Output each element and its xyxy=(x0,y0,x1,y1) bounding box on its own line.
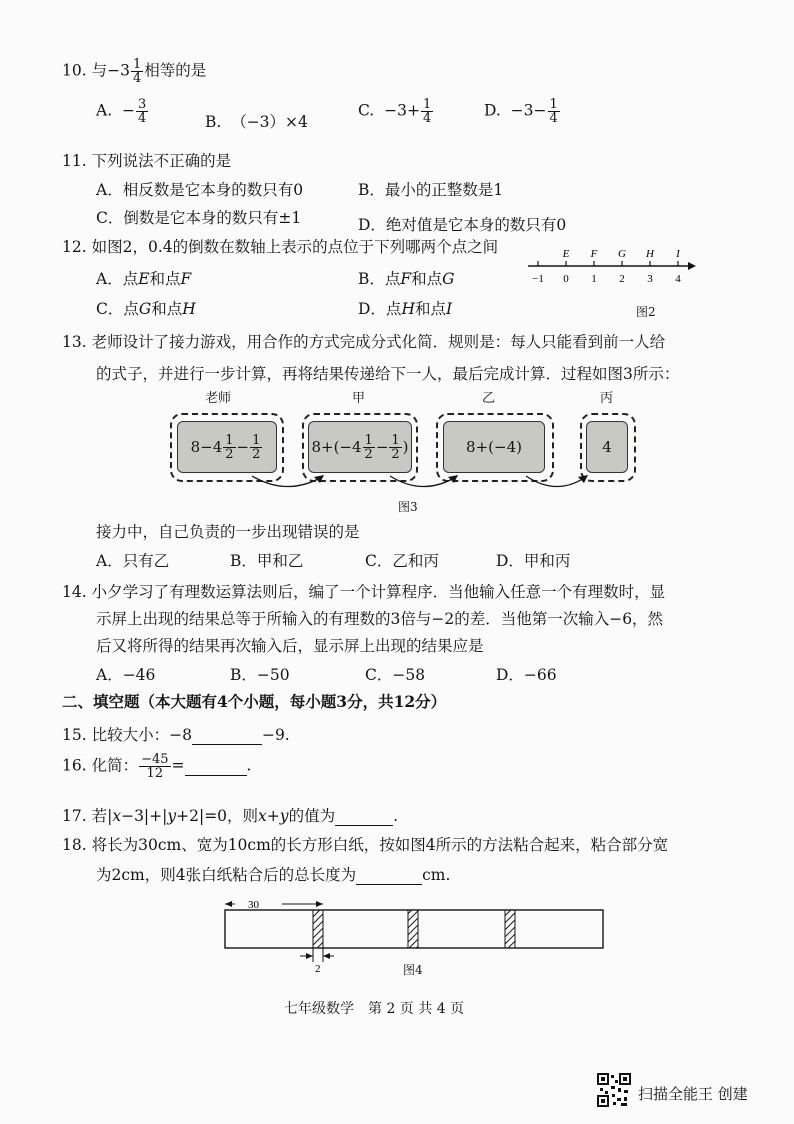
q11-option-d: D．绝对值是它本身的数只有0 xyxy=(358,216,567,234)
q12-option-b: B．点F和点G xyxy=(358,270,455,288)
q10-option-d: D. −3− $\frac{1}{4}$ xyxy=(484,97,558,126)
dim30-arrow-left xyxy=(225,901,232,907)
q14-line3: 后又将所得的结果再次输入后，显示屏上出现的结果应是 xyxy=(96,637,484,655)
teacher-expression: 8−4 $\frac{1}{2}$ − $\frac{1}{2}$ xyxy=(177,421,277,473)
q10-option-c: C. −3+ $\frac{1}{4}$ xyxy=(358,97,432,126)
q12-option-a: A．点E和点F xyxy=(96,270,192,288)
q13-stem-line1: 13. 老师设计了接力游戏，用合作的方式完成分式化简．规则是：每人只能看到前一人给 xyxy=(62,333,666,351)
arrow-teacher-to-jia xyxy=(252,476,320,487)
q10-option-a: A. − $\frac{3}{4}$ xyxy=(96,97,147,126)
q18-line1: 18. 将长为30cm、宽为10cm的长方形白纸，按如图4所示的方法粘合起来，粘合部分宽 xyxy=(62,836,669,854)
q14-option-d: D．−66 xyxy=(496,666,557,684)
role-yi: 乙 xyxy=(482,391,496,406)
figure4-caption: 图4 xyxy=(403,963,423,977)
q16-answer-blank[interactable] xyxy=(185,757,247,776)
dim2-arrow-right xyxy=(323,953,330,959)
dim2-arrow-left xyxy=(306,953,313,959)
q13-option-c: C．乙和丙 xyxy=(365,552,439,570)
q12-stem: 12. 如图2，0.4的倒数在数轴上表示的点位于下列哪两个点之间 xyxy=(62,238,499,256)
role-bing: 丙 xyxy=(600,391,614,406)
tick-label-4: 4 xyxy=(675,273,681,285)
q14-line1: 14. 小夕学习了有理数运算法则后，编了一个计算程序．当他输入任意一个有理数时，显 xyxy=(62,583,666,601)
number-line-arrow xyxy=(688,262,696,270)
jia-expression: 8+(−4 $\frac{1}{2}$ − $\frac{1}{2}$ ) xyxy=(308,421,412,473)
q18-line2: 为2cm，则4张白纸粘合后的总长度为 cm. xyxy=(96,866,451,884)
dim-30-label: 30 xyxy=(248,899,259,911)
qr-code-icon xyxy=(596,1072,632,1108)
q13-stem-line2: 的式子，并进行一步计算，再将结果传递给下一人，最后完成计算．过程如图3所示： xyxy=(96,365,680,383)
q13-option-a: A．只有乙 xyxy=(96,552,170,570)
tick-label-0: 0 xyxy=(563,273,569,285)
yi-expression: 8+(−4) xyxy=(443,421,545,473)
relay-arrows xyxy=(250,470,610,500)
q15: 15. 比较大小：−8 −9. xyxy=(62,726,290,744)
tick-label-neg1: −1 xyxy=(532,273,544,285)
role-teacher: 老师 xyxy=(205,391,232,406)
q11-stem: 11. 下列说法不正确的是 xyxy=(62,152,232,170)
figure3-caption: 图3 xyxy=(398,500,418,514)
q11-option-a: A．相反数是它本身的数只有0 xyxy=(96,181,304,199)
q14-option-c: C．−58 xyxy=(365,666,426,684)
point-label-i: I xyxy=(676,248,680,260)
point-label-e: E xyxy=(562,248,570,260)
dim-2-label: 2 xyxy=(315,963,321,975)
page-footer: 七年级数学 第 2 页 共 4 页 xyxy=(284,1001,465,1017)
tick-label-3: 3 xyxy=(647,273,653,285)
q16: 16. 化简： $\frac{-45}{12}$ = . xyxy=(62,752,252,781)
q10-option-b: B. （−3）×4 xyxy=(205,113,308,131)
q13-option-d: D．甲和丙 xyxy=(496,552,571,570)
arrowhead-3 xyxy=(578,475,588,483)
q10-number: 10. xyxy=(62,61,87,80)
q11-option-b: B．最小的正整数是1 xyxy=(358,181,504,199)
point-label-f: F xyxy=(590,248,598,260)
glue-region-3 xyxy=(505,910,515,948)
dim30-arrow-right xyxy=(316,901,323,907)
scanner-watermark: 扫描全能王 创建 xyxy=(638,1085,748,1103)
number-line-figure xyxy=(520,244,700,294)
q13-question: 接力中，自己负责的一步出现错误的是 xyxy=(96,523,360,541)
section2-heading: 二、填空题（本大题有4个小题，每小题3分，共12分） xyxy=(62,692,447,711)
point-label-h: H xyxy=(646,248,654,260)
q15-answer-blank[interactable] xyxy=(192,726,262,745)
q12-option-d: D．点H和点I xyxy=(358,300,453,318)
arrow-jia-to-yi xyxy=(390,476,454,487)
q14-option-b: B．−50 xyxy=(230,666,290,684)
tick-label-1: 1 xyxy=(591,273,597,285)
q14-option-a: A．−46 xyxy=(96,666,156,684)
tick-label-2: 2 xyxy=(619,273,625,285)
q17-answer-blank[interactable] xyxy=(335,807,393,826)
role-jia: 甲 xyxy=(352,391,366,406)
q12-option-c: C．点G和点H xyxy=(96,300,196,318)
q14-line2: 示屏上出现的结果总等于所输入的有理数的3倍与−2的差．当他第一次输入−6，然 xyxy=(96,610,664,628)
glue-region-2 xyxy=(408,910,418,948)
figure2-caption: 图2 xyxy=(636,305,656,319)
q18-answer-blank[interactable] xyxy=(356,866,422,885)
arrowhead-1 xyxy=(314,475,324,483)
q17: 17. 若|x−3|+|y+2|=0，则x+y的值为 . xyxy=(62,807,399,825)
arrow-yi-to-bing xyxy=(526,476,584,487)
point-label-g: G xyxy=(618,248,626,260)
q10-stem-fraction: $\frac{1}{4}$ xyxy=(132,57,142,86)
glue-region-1 xyxy=(313,910,323,948)
q13-option-b: B．甲和乙 xyxy=(230,552,304,570)
q10-stem: 10. 与−3 $\frac{1}{4}$ 相等的是 xyxy=(62,57,207,86)
arrowhead-2 xyxy=(448,475,458,483)
bing-expression: 4 xyxy=(586,421,628,473)
q11-option-c: C．倒数是它本身的数只有±1 xyxy=(96,209,302,227)
